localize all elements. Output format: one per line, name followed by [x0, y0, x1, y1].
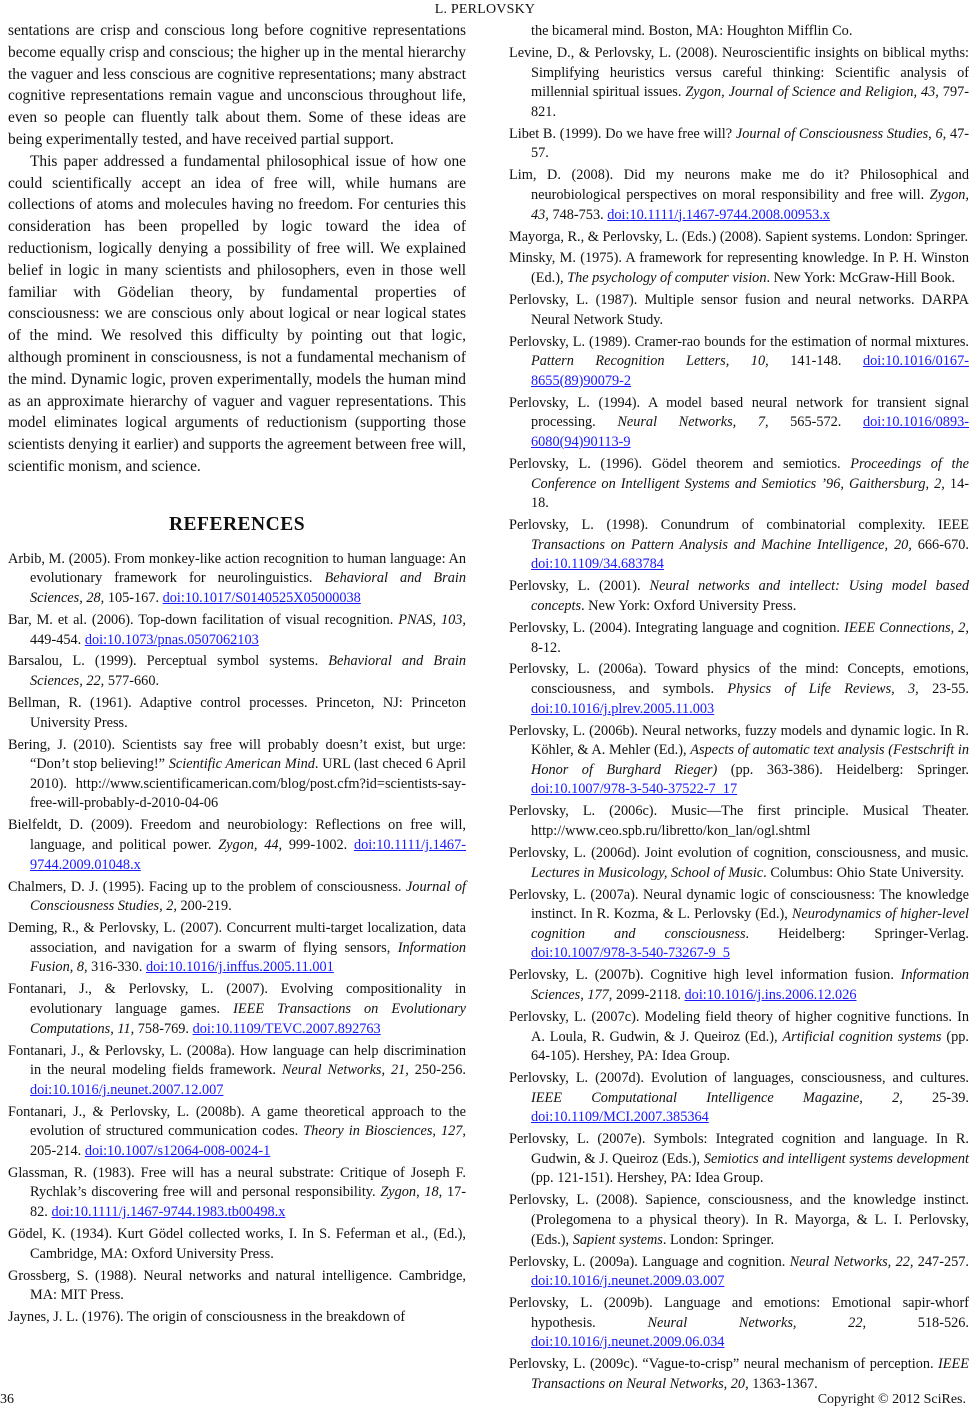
reference-source: Neurodynamics of higher-level cognition and consciousness: [531, 906, 970, 942]
conclusion-text: [8, 20, 466, 478]
reference-text: (pp. 121-151). Hershey, PA: Idea Group.: [531, 1170, 764, 1187]
reference-text: 748-753.: [548, 206, 608, 223]
reference-text: Perlovsky, L. (2007e). Symbols: Integrated cognition and language. In R. Gudwin, & J. Queiroz (Eds.),: [509, 1131, 969, 1167]
reference-source: Proceedings of the Conference on Intelligent Systems and Semiotics ’96, Gaithersburg, 2,: [531, 455, 969, 492]
doi-link[interactable]: doi:10.1016/j.neunet.2007.12.007: [30, 1081, 224, 1098]
references-heading: REFERENCES: [168, 513, 306, 535]
reference-entry: [8, 919, 466, 978]
reference-entry: [8, 1308, 466, 1328]
reference-text: 797-821.: [531, 84, 969, 120]
reference-source: Semiotics and intelligent systems development: [703, 1150, 969, 1167]
doi-link[interactable]: doi:10.1016/j.plrev.2005.11.003: [531, 700, 715, 717]
reference-text: Fontanari, J., & Perlovsky, L. (2007). Evolving compositionality in evolutionary language games.: [8, 981, 466, 1017]
reference-entry: [509, 1191, 969, 1250]
reference-text: Gödel, K. (1934). Kurt Gödel collected works, I. In S. Feferman et al., (Ed.), Cambridge, MA: Oxford University Press.: [8, 1226, 466, 1262]
reference-text: 449-454.: [30, 631, 85, 648]
reference-entry: [509, 516, 969, 575]
reference-text: 141-148.: [768, 353, 863, 370]
reference-text: Perlovsky, L. (1996). Gödel theorem and semiotics.: [509, 455, 851, 472]
reference-text: (pp. 363-386). Heidelberg: Springer.: [717, 761, 969, 778]
reference-entry: [509, 166, 969, 225]
reference-entry: [509, 1253, 969, 1292]
reference-text: 316-330.: [87, 959, 146, 976]
reference-source: The psychology of computer vision: [567, 270, 767, 287]
reference-source: Scientific American Mind: [168, 756, 315, 773]
right-column: [509, 22, 969, 1397]
reference-entry: [509, 1008, 969, 1067]
reference-text: Glassman, R. (1983). Free will has a neural substrate: Critique of Joseph F. Rychlak’s discovering free will and personal responsibility.: [8, 1164, 466, 1201]
reference-source: Zygon, 43,: [531, 186, 969, 223]
reference-source: Neural Networks, 22,: [789, 1253, 914, 1270]
reference-text: Bering, J. (2010). Scientists say free will probably doesn’t exist, but urge: “Don’t stop believing!”: [8, 736, 466, 773]
reference-source: Sapient systems: [572, 1231, 663, 1248]
reference-text: 200-219.: [176, 898, 232, 915]
reference-text: 518-526.: [866, 1314, 969, 1331]
reference-text: 666-670.: [911, 536, 969, 553]
reference-text: 999-1002.: [282, 837, 354, 853]
reference-text: 565-572.: [768, 414, 863, 431]
doi-link[interactable]: doi:10.1111/j.1467-9744.1983.tb00498.x: [51, 1204, 286, 1221]
reference-list-left: [8, 550, 466, 1328]
reference-text: . New York: Oxford University Press.: [581, 597, 797, 614]
reference-entry: [509, 619, 969, 658]
reference-text: 8-12.: [531, 639, 561, 656]
reference-entry: [8, 1267, 466, 1306]
reference-text: Perlovsky, L. (2009c). “Vague-to-crisp” neural mechanism of perception.: [509, 1356, 939, 1373]
reference-text: Jaynes, J. L. (1976). The origin of consciousness in the breakdown of: [8, 1309, 406, 1326]
reference-text: Mayorga, R., & Perlovsky, L. (Eds.) (2008). Sapient systems. London: Springer.: [509, 228, 969, 245]
reference-source: Artificial cognition systems: [782, 1028, 942, 1045]
doi-link[interactable]: doi:10.1016/j.neunet.2009.03.007: [531, 1273, 725, 1290]
running-header: L. PERLOVSKY: [434, 2, 536, 17]
reference-text: 1363-1367.: [748, 1375, 818, 1392]
reference-text: 47-57.: [531, 125, 970, 162]
reference-text: Perlovsky, L. (2004). Integrating language and cognition.: [509, 619, 845, 636]
reference-text: Fontanari, J., & Perlovsky, L. (2008b). A game theoretical approach to the evolution of structured communication codes.: [8, 1103, 466, 1140]
reference-source: PNAS, 103,: [398, 611, 466, 628]
reference-entry: [509, 802, 969, 841]
reference-continuation: the bicameral mind. Boston, MA: Houghton Mifflin Co.: [531, 23, 853, 39]
reference-text: 250-256.: [408, 1062, 466, 1079]
reference-text: Perlovsky, L. (2006c). Music—The first principle. Musical Theater. http://www.ceo.spb.ru/libretto/kon_lan/ogl.shtml: [509, 803, 969, 840]
reference-entry: [8, 1103, 466, 1162]
reference-source: Behavioral and Brain Sciences, 28,: [30, 570, 466, 606]
reference-source: Transactions on Pattern Analysis and Machine Intelligence, 20,: [531, 536, 912, 553]
reference-source: IEEE Connections, 2,: [844, 619, 969, 636]
reference-source: Zygon, 44,: [218, 837, 283, 853]
reference-entry: [509, 1294, 969, 1353]
doi-link[interactable]: doi:10.1111/j.1467-9744.2008.00953.x: [607, 206, 831, 223]
reference-source: Information Fusion, 8,: [30, 939, 466, 976]
reference-entry: [509, 125, 969, 164]
reference-text: Minsky, M. (1975). A framework for representing knowledge. In P. H. Winston (Ed.),: [509, 250, 969, 287]
reference-source: Behavioral and Brain Sciences, 22,: [30, 653, 466, 690]
copyright-notice: Copyright © 2012 SciRes.: [817, 1392, 966, 1407]
reference-entry: [8, 611, 466, 650]
reference-text: 205-214.: [30, 1142, 85, 1159]
reference-entry: [8, 736, 466, 814]
reference-text: (pp. 64-105). Hershey, PA: Idea Group.: [531, 1028, 969, 1065]
reference-source: Physics of Life Reviews, 3,: [727, 681, 919, 698]
reference-entry: [8, 652, 466, 691]
doi-link[interactable]: doi:10.1111/j.1467-9744.2009.01048.x: [30, 837, 466, 873]
doi-link[interactable]: doi:10.1073/pnas.0507062103: [84, 631, 259, 648]
reference-entry: [509, 455, 969, 514]
doi-link[interactable]: doi:10.1007/s12064-008-0024-1: [84, 1142, 271, 1159]
reference-text: Lim, D. (2008). Did my neurons make me do it? Philosophical and neurobiological perspectives on moral responsibility and free will.: [509, 167, 969, 203]
paragraph: sentations are crisp and conscious long before cognitive representations become equally crisp and conscious; the higher up in the mental hierarchy the vaguer and less conscious are cognitive representations; many abstract cognitive representations remain vague and unconscious throughout life, even so people can fluently talk about them. Some of these ideas are being experimentally tested, and have received partial support.: [8, 22, 466, 148]
reference-source: IEEE Computational Intelligence Magazine, 2,: [531, 1089, 903, 1106]
reference-entry: [8, 980, 466, 1039]
reference-entry: [509, 228, 969, 248]
reference-entry: [509, 844, 969, 883]
reference-text: . London: Springer.: [662, 1231, 775, 1248]
paragraph: This paper addressed a fundamental philosophical issue of how one could scientifically accept an idea of free will, while humans are collections of atoms and molecules having no freedom. For centuries this consideration has been propelled by logic toward the idea of reductionism, logically denying a possibility of free will. We explained belief in logic in many scientists and philosophers, even in those well familiar with Gödelian theory, by fundamental properties of consciousness: we are conscious only about logical or near logical states of the mind. We resolved this difficulty by pointing out that logic, although prominent in consciousness, is not a fundamental mechanism of the mind. Dynamic logic, proven experimentally, models the human mind as an approximate hierarchy of vaguer and vaguer representations. This model eliminates logical arguments of reductionism (supporting those scientists denying it earlier) and supports the agreement between free will, scientific monism, and science.: [8, 152, 466, 475]
reference-text: Perlovsky, L. (2007c). Modeling field theory of higher cognitive functions. In A. Loula, R. Gudwin, & J. Queiroz (Ed.),: [509, 1008, 969, 1045]
reference-text: Perlovsky, L. (2006a). Toward physics of the mind: Concepts, emotions, consciousness, and symbols.: [509, 661, 969, 698]
reference-entry: [509, 660, 969, 719]
reference-text: Perlovsky, L. (1994). A model based neural network for transient signal processing.: [509, 394, 969, 431]
reference-source: Neural Networks, 22,: [647, 1314, 867, 1331]
reference-source: Neural Networks, 21,: [281, 1062, 409, 1079]
reference-text: . Columbus: Ohio State University.: [763, 864, 964, 881]
reference-source: IEEE Transactions on Evolutionary Computations, 11,: [30, 1000, 467, 1037]
reference-text: 105-167.: [104, 589, 163, 606]
reference-text: Perlovsky, L. (1987). Multiple sensor fusion and neural networks. DARPA Neural Network Study.: [509, 292, 969, 328]
reference-text: . URL (last checed 6 April 2010). http://www.scientificamerican.com/blog/post.cfm?id=scientists-say-free-will-probably-d-2010-04-06: [30, 756, 467, 812]
reference-source: Zygon, 18,: [380, 1184, 443, 1201]
reference-source: IEEE Transactions on Neural Networks, 20,: [531, 1356, 969, 1392]
doi-link[interactable]: doi:10.1109/34.683784: [531, 556, 664, 573]
doi-link[interactable]: doi:10.1007/978-3-540-37522-7_17: [531, 781, 738, 798]
reference-text: . Heidelberg: Springer-Verlag.: [745, 925, 969, 942]
reference-entry: [509, 1069, 969, 1128]
reference-text: Bar, M. et al. (2006). Top-down facilitation of visual recognition.: [8, 611, 399, 628]
reference-entry: [509, 394, 969, 453]
reference-text: Perlovsky, L. (2009a). Language and cognition.: [509, 1253, 790, 1270]
reference-entry: [8, 1225, 466, 1264]
reference-text: Levine, D., & Perlovsky, L. (2008). Neuroscientific insights on biblical myths: Simplifying heuristics versus careful thinking: Scientific analysis of millennial spiritual issues.: [509, 44, 969, 101]
reference-entry: [8, 1042, 466, 1101]
doi-link[interactable]: doi:10.1016/0167-8655(89)90079-2: [531, 353, 969, 389]
reference-source: Neural networks and intellect: Using model based concepts: [531, 578, 969, 614]
reference-text: Perlovsky, L. (2007a). Neural dynamic logic of consciousness: The knowledge instinct. In R. Kozma, & L. Perlovsky (Ed.),: [509, 886, 969, 923]
reference-source: Pattern Recognition Letters, 10,: [531, 353, 769, 370]
reference-text: Perlovsky, L. (2001).: [509, 578, 650, 595]
reference-source: Journal of Consciousness Studies, 6,: [735, 125, 947, 142]
doi-link[interactable]: doi:10.1016/j.ins.2006.12.026: [684, 986, 857, 1003]
reference-text: 758-769.: [134, 1020, 193, 1037]
reference-source: Theory in Biosciences, 127,: [303, 1123, 466, 1140]
reference-entry: [509, 577, 969, 616]
left-column: [8, 20, 466, 1330]
reference-text: Perlovsky, L. (1989). Cramer-rao bounds for the estimation of normal mixtures.: [509, 333, 969, 350]
reference-text: Fontanari, J., & Perlovsky, L. (2008a). How language can help discrimination in the neural modeling fields framework.: [8, 1042, 466, 1079]
reference-text: 2099-2118.: [612, 986, 685, 1003]
doi-link[interactable]: doi:10.1007/978-3-540-73267-9_5: [531, 945, 730, 962]
reference-source: Information Sciences, 177,: [531, 967, 969, 1003]
reference-entry: [509, 249, 969, 288]
reference-text: Libet B. (1999). Do we have free will?: [509, 125, 736, 142]
reference-text: Bielfeldt, D. (2009). Freedom and neurobiology: Reflections on free will, language, and political power.: [8, 817, 466, 853]
reference-text: Perlovsky, L. (2008). Sapience, consciousness, and the knowledge instinct. (Prolegomena to a physical theory). In R. Mayorga, & L. I. Perlovsky, (Eds.),: [509, 1192, 969, 1248]
reference-text: Perlovsky, L. (2007b). Cognitive high level information fusion.: [509, 967, 901, 984]
reference-text: Barsalou, L. (1999). Perceptual symbol systems.: [8, 653, 329, 670]
reference-text: Perlovsky, L. (2006d). Joint evolution of cognition, consciousness, and music: [509, 845, 966, 861]
reference-text: 577-660.: [104, 673, 160, 690]
reference-text: 14-18.: [531, 475, 969, 512]
doi-link[interactable]: doi:10.1109/TEVC.2007.892763: [192, 1020, 381, 1037]
reference-entry: [509, 722, 969, 800]
reference-text: Perlovsky, L. (2009b). Language and emotions: Emotional sapir-whorf hypothesis.: [509, 1295, 969, 1331]
reference-list-right: [509, 22, 969, 1395]
reference-source: Neural Networks, 7,: [617, 414, 769, 431]
reference-entry: [509, 1355, 969, 1394]
reference-text: 23-55.: [918, 681, 969, 698]
doi-link[interactable]: doi:10.1016/j.neunet.2009.06.034: [531, 1334, 725, 1351]
reference-entry: [8, 1164, 466, 1223]
reference-entry: [8, 694, 466, 733]
reference-text: Perlovsky, L. (1998). Conundrum of combinatorial complexity. IEEE: [509, 517, 969, 534]
reference-entry: [509, 886, 969, 964]
doi-link[interactable]: doi:10.1017/S0140525X05000038: [162, 589, 361, 606]
reference-text: Grossberg, S. (1988). Neural networks and natural intelligence. Cambridge, MA: MIT Press.: [8, 1267, 466, 1304]
reference-text: Deming, R., & Perlovsky, L. (2007). Concurrent multi-target localization, data association, and navigation for a swarm of flying sensors,: [8, 920, 466, 956]
reference-entry: [8, 878, 466, 917]
page-number: 36: [0, 1392, 14, 1407]
reference-text: 17-82.: [30, 1184, 467, 1221]
doi-link[interactable]: doi:10.1109/MCI.2007.385364: [531, 1109, 709, 1126]
reference-entry: [509, 1130, 969, 1189]
reference-entry: [509, 966, 969, 1005]
reference-entry: [509, 333, 969, 392]
reference-entry: [509, 44, 969, 122]
reference-text: Perlovsky, L. (2006b). Neural networks, fuzzy models and dynamic logic. In R. Köhler, & A. Mehler (Ed.),: [509, 722, 969, 759]
doi-link[interactable]: doi:10.1016/j.inffus.2005.11.001: [145, 959, 334, 976]
reference-source: Zygon, Journal of Science and Religion, 43,: [685, 84, 939, 101]
reference-text: Perlovsky, L. (2007d). Evolution of languages, consciousness, and cultures.: [509, 1070, 969, 1087]
reference-text: Bellman, R. (1961). Adaptive control processes. Princeton, NJ: Princeton University Press.: [8, 695, 466, 731]
reference-entry: [8, 550, 466, 609]
doi-link[interactable]: doi:10.1016/0893-6080(94)90113-9: [531, 414, 970, 450]
reference-text: . New York: McGraw-Hill Book.: [766, 270, 956, 287]
reference-source: Aspects of automatic text analysis (Festschrift in Honor of Burghard Rieger): [531, 742, 969, 778]
reference-entry: [8, 816, 466, 875]
reference-source: . Lectures in Musicology, School of Music: [531, 845, 969, 881]
reference-text: Chalmers, D. J. (1995). Facing up to the problem of consciousness.: [8, 878, 406, 895]
reference-entry: [509, 291, 969, 330]
reference-source: Journal of Consciousness Studies, 2,: [30, 878, 466, 915]
reference-text: Arbib, M. (2005). From monkey-like action recognition to human language: An evolutionary framework for neurolinguistics.: [8, 550, 466, 587]
reference-text: 247-257.: [913, 1253, 969, 1270]
reference-text: 25-39.: [902, 1089, 969, 1106]
